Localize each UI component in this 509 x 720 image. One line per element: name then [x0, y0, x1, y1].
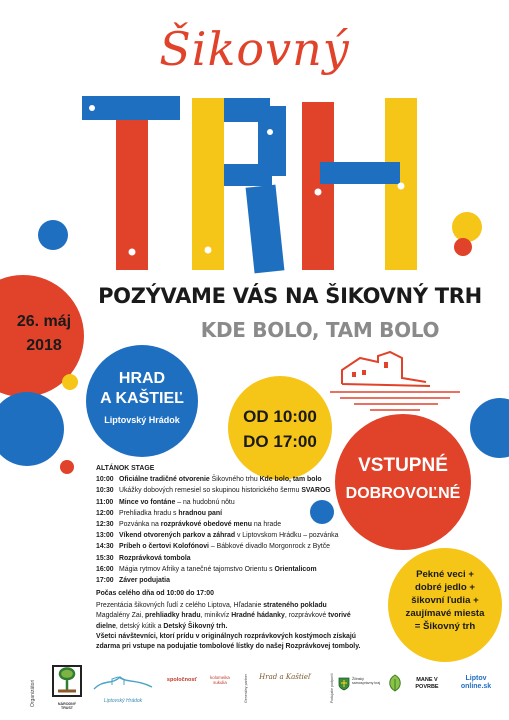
program-row: 17:00 Záver podujatia [96, 577, 170, 585]
program-row: 11:00 Mince vo fontáne – na hudobnú nôtu [96, 498, 235, 506]
label-organizers: Organizátori [30, 679, 36, 707]
event-date-day: 26. máj [16, 313, 72, 330]
slogan-line-5: = Šikovný trh [414, 621, 476, 632]
info-paragraph-1: Prezentácia šikovných ľudí z celého Liptova, Hľadanie strateného pokladu Magdalény Zai, prehliadky hradu, minikvíz Hradné hádanky, rozprávkové tvorivé dielne, detský kútik a Detský Šikovný trh. [96, 602, 351, 630]
circle-yellow-left-small [62, 374, 78, 390]
spolocnost-logo: spoločnosť [166, 677, 198, 683]
venue-badge [86, 345, 198, 457]
program-row: 15:30 Rozprávková tombola [96, 554, 191, 562]
circle-yellow-topright [452, 212, 482, 242]
info-header: Počas celého dňa od 10:00 do 17:00 [96, 590, 214, 597]
liptovsky-hradok-text: Liptovský Hrádok [103, 698, 143, 704]
trust-logo-text: NÁRODNÝ TRUST [57, 702, 77, 710]
venue-line1: HRAD [118, 370, 166, 387]
program-row: 12:00 Prehliadka hradu s hradnou paní [96, 509, 223, 517]
program-row: 14:30 Príbeh o čertovi Kolofónovi – Bábkové divadlo Morgonrock z Bytče [96, 543, 330, 551]
hrad-kastiel-logo: Hrad a Kaštieľ [259, 673, 311, 681]
kolomeika-logo: kolomeika sukulia [210, 675, 230, 685]
footer-logos [0, 655, 509, 720]
program-schedule [96, 463, 356, 586]
event-date [4, 310, 84, 358]
entry-line2: DOBROVOĽNÉ [345, 485, 461, 502]
entry-line1: VSTUPNÉ [358, 455, 448, 476]
slogan-badge [388, 548, 502, 662]
liptovsky-hradok-logo [92, 671, 154, 704]
headline: POZÝVAME VÁS NA ŠIKOVNÝ TRH [98, 284, 482, 308]
liptov-online-logo: Liptov online.sk [460, 675, 492, 690]
trust-logo [52, 665, 82, 710]
info-block [96, 589, 361, 652]
label-general-partner: Generálny partner [244, 674, 248, 703]
slogan-line-1: Pekné veci + [416, 569, 474, 580]
tree-icon [52, 665, 82, 697]
mane-logo: MANE V POVRBE [415, 677, 439, 690]
title-script: Šikovný [159, 22, 350, 76]
program-row: 16:00 Mágia rytmov Afriky a tanečné tajomstvo Orientu s Orientalicom [96, 565, 317, 573]
slogan-line-3: šikovní ľudia + [411, 595, 479, 606]
info-paragraph-2: Všetci návštevníci, ktorí prídu v originálnych rozprávkových kostýmoch získajú zdarma pri vstupe na podujatie tombolové lístky do našej Rozprávkovej tomboly. [96, 632, 361, 651]
zilina-logo: Žilinský samosprávny kraj [338, 677, 384, 691]
slogan-line-4: zaujímavé miesta [405, 608, 485, 619]
leaf-logo-icon [386, 673, 404, 693]
program-header: ALTÁNOK STAGE [96, 465, 155, 472]
circle-red-small-left [60, 460, 74, 474]
program-row: 12:30 Pozvánka na rozprávkové obedové menu na hrade [96, 521, 282, 529]
subline: KDE BOLO, TAM BOLO [200, 318, 440, 342]
castle-outline-icon [92, 671, 154, 693]
circle-red-right-small [454, 238, 472, 256]
program-row: 13:00 Víkend otvorených parkov a záhrad v Liptovskom Hrádku – pozvánka [96, 532, 339, 540]
program-row: 10:30 Ukážky dobových remesiel so skupinou historického šermu SVAROG [96, 487, 331, 495]
circle-blue-small-left [38, 220, 68, 250]
time-to: DO 17:00 [243, 432, 317, 451]
venue-place: Liptovský Hrádok [104, 415, 180, 425]
title-trh-graphic [80, 92, 440, 277]
slogan-line-2: dobré jedlo + [415, 582, 475, 593]
program-row: 10:00 Oficiálne tradičné otvorenie Šikovného trhu Kde bolo, tam bolo [96, 476, 322, 484]
venue-line2: A KAŠTIEĽ [100, 390, 184, 407]
circle-blue-left [0, 392, 64, 466]
time-from: OD 10:00 [243, 407, 317, 426]
coat-of-arms-icon [338, 677, 350, 691]
label-support: Podujatie podporili [330, 673, 334, 703]
event-date-year: 2018 [26, 337, 62, 354]
